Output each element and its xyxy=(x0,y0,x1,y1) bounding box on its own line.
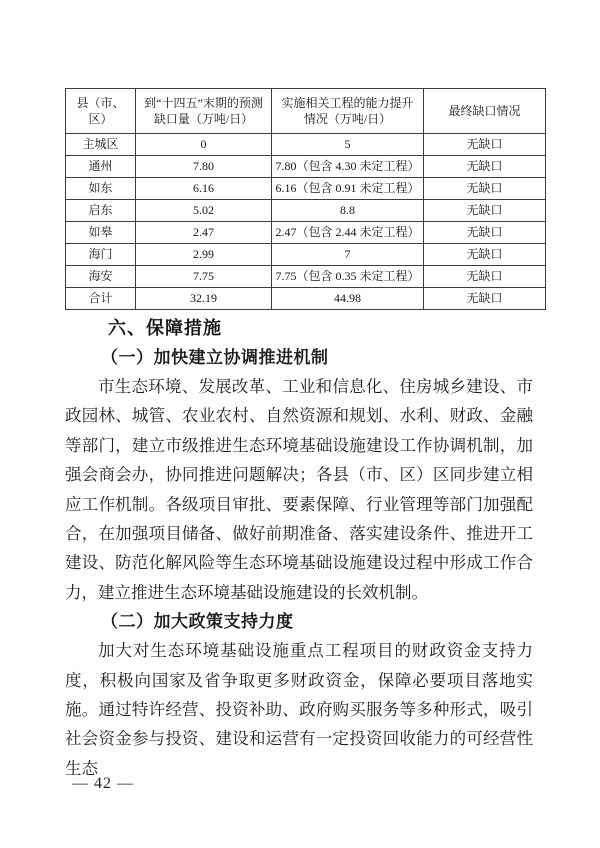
subsection-heading-coordination: （一）加快建立协调推进机制 xyxy=(101,348,329,367)
table-row xyxy=(66,222,546,244)
table-cell: 7.75 xyxy=(136,266,272,288)
table-row xyxy=(66,244,546,266)
page-number: — 42 — xyxy=(72,775,134,792)
table-row xyxy=(66,134,546,156)
table-cell: 5.02 xyxy=(136,200,272,222)
table-cell: 44.98 xyxy=(272,288,424,310)
table-row-total xyxy=(66,288,546,310)
page-content xyxy=(65,88,533,783)
table-cell: 无缺口 xyxy=(424,134,546,156)
table-cell: 2.47（包含 2.44 未定工程） xyxy=(272,222,424,244)
table-cell: 5 xyxy=(272,134,424,156)
table-cell: 2.47 xyxy=(136,222,272,244)
table-cell: 海门 xyxy=(66,244,136,266)
table-cell: 海安 xyxy=(66,266,136,288)
table-cell: 无缺口 xyxy=(424,200,546,222)
table-cell: 无缺口 xyxy=(424,222,546,244)
table-cell: 7 xyxy=(272,244,424,266)
table-cell: 无缺口 xyxy=(424,178,546,200)
table-cell: 0 xyxy=(136,134,272,156)
header-cell-predicted-gap: 到“十四五”末期的预测缺口量（万吨/日） xyxy=(136,89,272,134)
table-row xyxy=(66,178,546,200)
table-cell: 启东 xyxy=(66,200,136,222)
table-cell: 7.80 xyxy=(136,156,272,178)
table-cell: 2.99 xyxy=(136,244,272,266)
header-cell-final-gap: 最终缺口情况 xyxy=(424,89,546,134)
table-row xyxy=(66,89,546,134)
water-gap-table xyxy=(65,88,546,310)
table-row xyxy=(66,266,546,288)
table-cell: 无缺口 xyxy=(424,288,546,310)
table-cell: 如皋 xyxy=(66,222,136,244)
table-cell: 无缺口 xyxy=(424,156,546,178)
table-cell: 主城区 xyxy=(66,134,136,156)
paragraph-policy-support: 加大对生态环境基础设施重点工程项目的财政资金支持力度，积极向国家及省争取更多财政资金，保障必要项目落地实施。通过特许经营、投资补助、政府购买服务等多种形式，吸引社会资金参与投资、建设和运营有一定投资回收能力的可经营性生态 xyxy=(65,641,533,778)
subsection-heading-policy-support: （二）加大政策支持力度 xyxy=(101,612,294,632)
table-cell: 6.16 xyxy=(136,178,272,200)
table-cell: 合计 xyxy=(66,288,136,310)
table-cell: 8.8 xyxy=(272,200,424,222)
paragraph-coordination: 市生态环境、发展改革、工业和信息化、住房城乡建设、市政园林、城管、农业农村、自然资源和规划、水利、财政、金融等部门，建立市级推进生态环境基础设施建设工作协调机制，加强会商会办，协同推进问题解决；各县（市、区）区同步建立相应工作机制。各级项目审批、要素保障、行业管理等部门加强配合，在加强项目储备、做好前期准备、落实建设条件、推进开工建设、防范化解风险等生态环境基础设施建设过程中形成工作合力，建立推进生态环境基础设施建设的长效机制。 xyxy=(65,377,533,602)
table-cell: 6.16（包含 0.91 未定工程） xyxy=(272,178,424,200)
header-cell-capacity-increase: 实施相关工程的能力提升情况（万吨/日） xyxy=(272,89,424,134)
table-cell: 32.19 xyxy=(136,288,272,310)
table-row xyxy=(66,156,546,178)
section-heading-safeguard-measures: 六、保障措施 xyxy=(108,318,222,338)
table-cell: 无缺口 xyxy=(424,244,546,266)
table-cell: 通州 xyxy=(66,156,136,178)
table-header-row xyxy=(66,89,546,134)
table-cell: 7.80（包含 4.30 未定工程） xyxy=(272,156,424,178)
table-cell: 7.75（包含 0.35 未定工程） xyxy=(272,266,424,288)
table-row xyxy=(66,200,546,222)
table-cell: 如东 xyxy=(66,178,136,200)
header-cell-district: 县（市、区） xyxy=(66,89,136,134)
table-cell: 无缺口 xyxy=(424,266,546,288)
